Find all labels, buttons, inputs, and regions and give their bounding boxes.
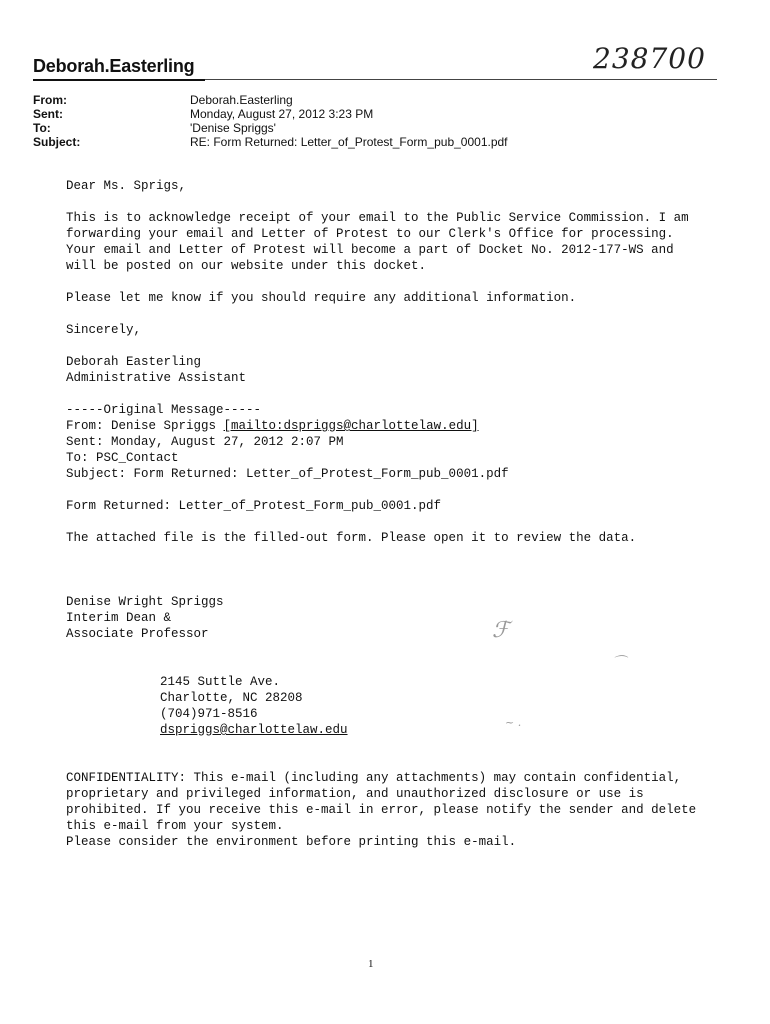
- faint-scribble-mark: ~ .: [505, 716, 522, 729]
- address-line: 2145 Suttle Ave.: [160, 675, 281, 689]
- original-from-prefix: From: Denise Spriggs: [66, 419, 224, 433]
- subject-value: RE: Form Returned: Letter_of_Protest_Form_pub_0001.pdf: [190, 135, 508, 149]
- original-subject: Subject: Form Returned: Letter_of_Protest_Form_pub_0001.pdf: [66, 467, 509, 481]
- faint-scribble-mark: ⌒: [612, 655, 626, 671]
- original-from: [66, 418, 479, 434]
- phone-number: (704)971-8516: [160, 707, 258, 721]
- confidentiality-line: proprietary and privileged information, and unauthorized disclosure or use is: [66, 787, 644, 801]
- original-message-divider: -----Original Message-----: [66, 403, 262, 417]
- sender-title: Interim Dean &: [66, 611, 172, 625]
- closing: Sincerely,: [66, 323, 142, 337]
- from-label: From:: [33, 93, 67, 107]
- faint-stamp-mark: ℱ: [492, 618, 510, 643]
- confidentiality-line: this e-mail from your system.: [66, 819, 284, 833]
- address-line: Charlotte, NC 28208: [160, 691, 303, 705]
- sent-label: Sent:: [33, 107, 63, 121]
- sender-email-link[interactable]: dspriggs@charlottelaw.edu: [160, 723, 348, 737]
- from-value: Deborah.Easterling: [190, 93, 293, 107]
- confidentiality-line: prohibited. If you receive this e-mail in error, please notify the sender and delete: [66, 803, 697, 817]
- environment-note: Please consider the environment before printing this e-mail.: [66, 835, 517, 849]
- confidentiality-line: CONFIDENTIALITY: This e-mail (including any attachments) may contain confidential,: [66, 771, 682, 785]
- sent-value: Monday, August 27, 2012 3:23 PM: [190, 107, 374, 121]
- original-to: To: PSC_Contact: [66, 451, 179, 465]
- signature-name: Deborah Easterling: [66, 355, 202, 369]
- original-sent: Sent: Monday, August 27, 2012 2:07 PM: [66, 435, 344, 449]
- sender-name: Denise Wright Spriggs: [66, 595, 224, 609]
- header-rule: [205, 79, 717, 80]
- subject-label: Subject:: [33, 135, 81, 149]
- page-number: 1: [368, 958, 374, 970]
- title-underline: [33, 79, 205, 81]
- document-title: Deborah.Easterling: [33, 56, 195, 76]
- paragraph-line: will be posted on our website under this docket.: [66, 259, 427, 273]
- attached-file-text: The attached file is the filled-out form. Please open it to review the data.: [66, 531, 637, 545]
- paragraph-request: Please let me know if you should require any additional information.: [66, 291, 577, 305]
- sender-title: Associate Professor: [66, 627, 209, 641]
- paragraph-line: This is to acknowledge receipt of your email to the Public Service Commission. I am: [66, 211, 689, 225]
- signature-title: Administrative Assistant: [66, 371, 247, 385]
- handwritten-number: 238700: [593, 42, 706, 75]
- greeting: Dear Ms. Sprigs,: [66, 179, 187, 193]
- paragraph-line: forwarding your email and Letter of Protest to our Clerk's Office for processing.: [66, 227, 674, 241]
- paragraph-line: Your email and Letter of Protest will become a part of Docket No. 2012-177-WS and: [66, 243, 674, 257]
- form-returned: Form Returned: Letter_of_Protest_Form_pub_0001.pdf: [66, 499, 442, 513]
- to-value: 'Denise Spriggs': [190, 121, 276, 135]
- to-label: To:: [33, 121, 51, 135]
- mailto-link[interactable]: [mailto:dspriggs@charlottelaw.edu]: [223, 419, 479, 433]
